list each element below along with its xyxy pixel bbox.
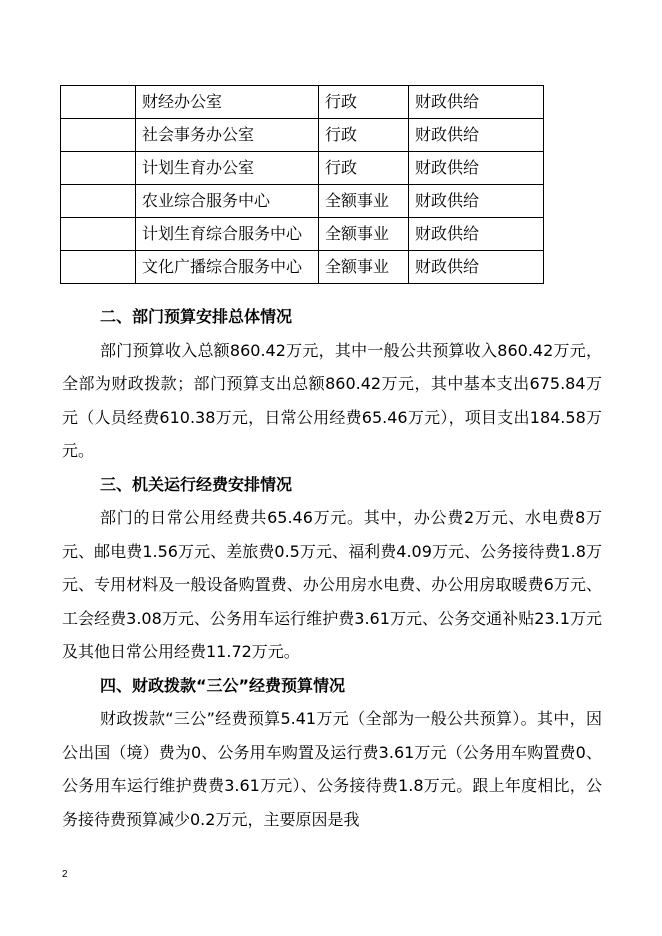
table-row [61, 119, 544, 152]
section-heading: 三、机关运行经费安排情况 [100, 474, 293, 494]
table-cell: 行政 [319, 119, 409, 152]
table-cell [61, 119, 136, 152]
table-cell: 财政供给 [409, 218, 544, 251]
table-cell: 全额事业 [319, 185, 409, 218]
section-heading: 二、部门预算安排总体情况 [100, 307, 293, 326]
table-cell [61, 218, 136, 251]
table-cell: 计划生育综合服务中心 [136, 218, 319, 251]
page-number: 2 [62, 869, 68, 880]
table-cell: 全额事业 [319, 251, 409, 284]
table-cell: 财政供给 [409, 119, 544, 152]
table-cell: 社会事务办公室 [136, 119, 319, 152]
table-row [61, 86, 544, 119]
section-paragraph: 部门的日常公用经费共65.46万元。其中，办公费2万元、水电费8万元、邮电费1.56万元、差旅费0.5万元、福利费4.09万元、公务接待费1.8万元、专用材料及一般设备购置费、办公用房水电费、办公用房取暖费6万元、工会经费3.08万元、公务用车运行维护费3.61万元、公务交通补贴23.1万元及其他日常公用经费11.72万元。 [62, 508, 602, 661]
table-cell: 财政供给 [409, 86, 544, 119]
table-cell: 财政供给 [409, 152, 544, 185]
table-cell: 文化广播综合服务中心 [136, 251, 319, 284]
table-row [61, 218, 544, 251]
section-heading: 四、财政拨款“三公”经费预算情况 [100, 675, 346, 695]
table-row [61, 185, 544, 218]
table-row [61, 152, 544, 185]
table-cell [61, 251, 136, 284]
table-cell: 行政 [319, 86, 409, 119]
table-cell: 行政 [319, 152, 409, 185]
table-cell: 财经办公室 [136, 86, 319, 119]
unit-table [60, 85, 544, 284]
section-paragraph: 财政拨款“三公”经费预算5.41万元（全部为一般公共预算）。其中，因公出国（境）费为0、公务用车购置及运行费3.61万元（公务用车购置费0、公务用车运行维护费费3.61万元）、公务接待费1.8万元。跟上年度相比，公务接待费预算减少0.2万元，主要原因是我 [62, 709, 602, 829]
section-paragraph: 部门预算收入总额860.42万元，其中一般公共预算收入860.42万元，全部为财政拨款；部门预算支出总额860.42万元，其中基本支出675.84万元（人员经费610.38万元，日常公用经费65.46万元），项目支出184.58万元。 [62, 340, 602, 460]
table-row [61, 251, 544, 284]
table-cell [61, 86, 136, 119]
table-cell: 财政供给 [409, 251, 544, 284]
table-cell [61, 185, 136, 218]
table-cell: 全额事业 [319, 218, 409, 251]
table-cell: 计划生育办公室 [136, 152, 319, 185]
table-cell: 农业综合服务中心 [136, 185, 319, 218]
table-cell: 财政供给 [409, 185, 544, 218]
table-cell [61, 152, 136, 185]
document-body [62, 300, 602, 836]
